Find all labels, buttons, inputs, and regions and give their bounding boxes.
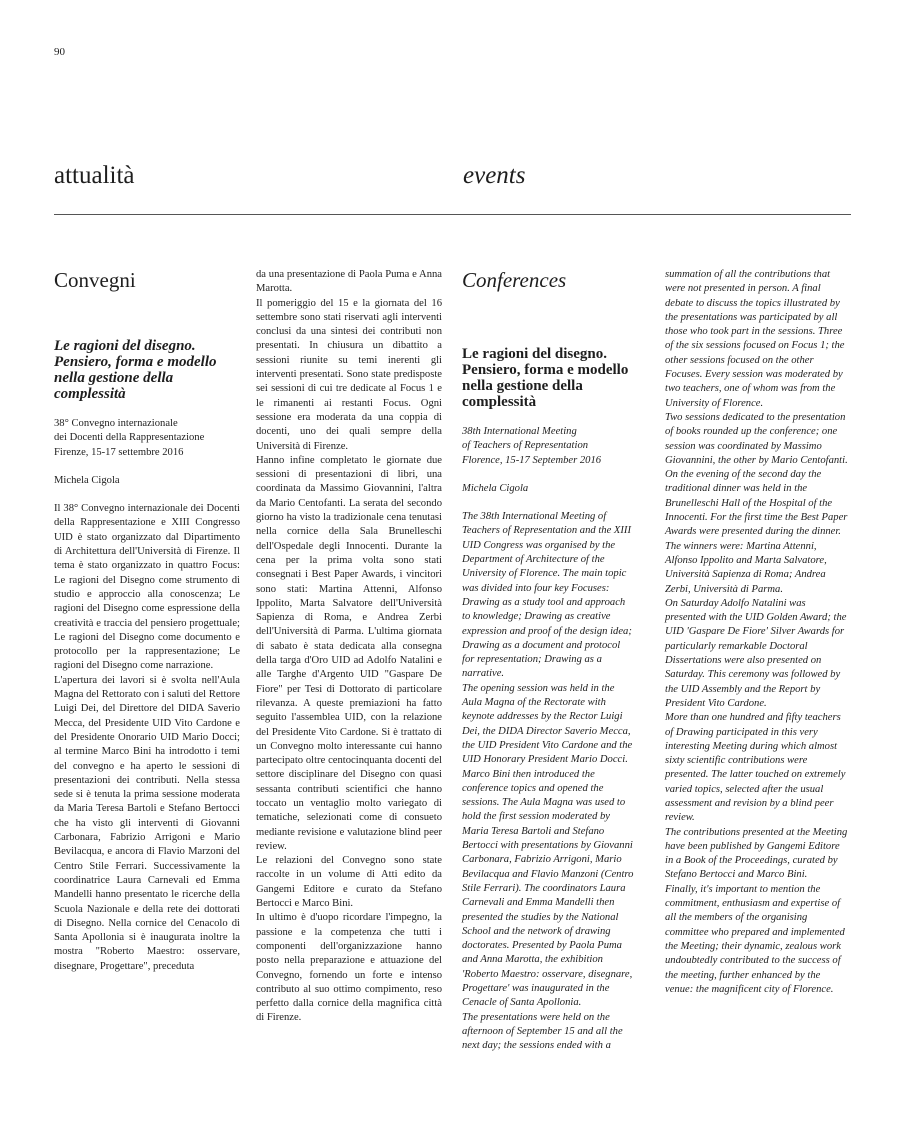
body-text-en-2 bbox=[665, 268, 849, 997]
article-title-it: Le ragioni del disegno. Pensiero, forma e modello nella gestione della complessità bbox=[54, 338, 217, 402]
meta-line: of Teachers of Representation bbox=[462, 440, 589, 452]
page-number: 90 bbox=[54, 46, 65, 58]
paragraph: Finally, it's important to mention the commitment, enthusiasm and expertise of all the members of the organising committee who prepared and implemented the Meeting; their dynamic, zealous work undoubtedly contributed to the success of the meeting, further enhanced by the venue: the magnificent city of Florence. bbox=[665, 883, 845, 995]
meta-line: 38° Convegno internazionale bbox=[54, 418, 178, 429]
paragraph: The contributions presented at the Meeting have been published by Gangemi Editore in a Book of the Proceedings, curated by Stefano Bertocci and Marco Bini. bbox=[665, 826, 848, 881]
body-text-it-2 bbox=[256, 268, 442, 1026]
meta-line: 38th International Meeting bbox=[462, 426, 577, 437]
paragraph: More than one hundred and fifty teachers of Drawing participated in this very interesting Meeting during which almost sixty scientific contributions were presented. The latter touched on extremely varied topics, selected after the usual assessment and revision by a blind peer review. bbox=[665, 712, 846, 824]
meta-line: dei Docenti della Rappresentazione bbox=[54, 432, 205, 444]
paragraph: The 38th International Meeting of Teachers of Representation and the XIII UID Congress was organised by the Department of Architecture of the University of Florence. The main topic was divided into four key Focuses: Drawing as a study tool and approach to knowledge; Drawing as creative expression and proof of the design idea; Drawing as a document and protocol for representation; Drawing as a narrative. bbox=[462, 511, 632, 680]
article-meta-en bbox=[462, 425, 634, 468]
article-title-en: Le ragioni del disegno. Pensiero, forma e modello nella gestione della complessità bbox=[462, 346, 629, 410]
paragraph: The opening session was held in the Aula Magna of the Rectorate with keynote addresses by the Rector Luigi Dei, the DIDA Director Saverio Mecca, the UID President Vito Cardone and the UID Honorary President Mario Docci. Marco Bini then introduced the conference topics and opened the sessions. The Aula Magna was used to hold the first session moderated by Maria Teresa Bartoli and Stefano Bertocci with presentations by Giovanni Carbonara, Fabrizio Arrigoni, Mario Bevilacqua and Flavio Manzoni (Centro Stile Ferrari). The coordinators Laura Carnevali and Emma Mandelli then presented the studies by the National School and the network of drawing doctorates. Presented by Paola Puma and Anna Marotta, the exhibition 'Roberto Maestro: osservare, disegnare, Progettare' was inaugurated in the Cenacle of Santa Apollonia. bbox=[462, 682, 634, 1009]
heading-convegni: Convegni bbox=[54, 268, 136, 292]
paragraph: Two sessions dedicated to the presentation of books rounded up the conference; one session was coordinated by Massimo Giovannini, the other by Mario Centofanti. bbox=[665, 411, 848, 466]
meta-line: Florence, 15-17 September 2016 bbox=[462, 454, 602, 466]
english-column-2 bbox=[665, 268, 849, 997]
paragraph: The presentations were held on the afternoon of September 15 and all the next day; the sessions ended with a bbox=[462, 1011, 623, 1052]
paragraph: On the evening of the second day the traditional dinner was held in the Brunelleschi Hall of the Hospital of the Innocenti. For the first time the Best Paper Awards were presented during the dinner. The winners were: Martina Attenni, Alfonso Ippolito and Marta Salvatore, Università Sapienza di Roma; Andrea Zerbi, Università di Parma. bbox=[665, 469, 848, 595]
article-meta-it bbox=[54, 417, 240, 460]
meta-line: Firenze, 15-17 settembre 2016 bbox=[54, 446, 184, 458]
author-en: Michela Cigola bbox=[462, 482, 529, 494]
paragraph: Le relazioni del Convegno sono state raccolte in un volume di Atti edito da Gangemi Editore e curato da Stefano Bertocci e Marco Bini. bbox=[256, 855, 442, 910]
italian-column-1 bbox=[54, 268, 240, 974]
section-title-en: events bbox=[463, 162, 526, 189]
body-text-en-1 bbox=[462, 510, 634, 1053]
author-it: Michela Cigola bbox=[54, 474, 120, 486]
italian-column-2 bbox=[256, 268, 442, 1026]
paragraph: summation of all the contributions that were not presented in person. A final debate to discuss the topics illustrated by the presentations was participated by all those who took part in the sessions. Three of the six sessions focused on Focus 1; the other sessions focused on the other Focuses. Every session was moderated by two teachers, one of whom was from the University of Florence. bbox=[665, 269, 845, 409]
body-text-it-1 bbox=[54, 502, 240, 974]
english-column-1 bbox=[462, 268, 634, 1053]
paragraph: On Saturday Adolfo Natalini was presented with the UID Golden Award; the UID 'Gaspare De Fiore' Silver Awards for particularly remarkable Doctoral Dissertations were also presented on Saturday. This ceremony was followed by the UID Assembly and the Report by President Vito Cardone. bbox=[665, 597, 847, 709]
paragraph: L'apertura dei lavori si è svolta nell'Aula Magna del Rettorato con i saluti del Rettore Luigi Dei, del Direttore del DIDA Saverio Mecca, del Presidente UID Vito Cardone e del Presidente Onorario UID Mario Docci; al termine Marco Bini ha introdotto i temi del convegno e ha aperto le sessioni di presentazioni dei contributi. Nella stessa sede si è tenuta la prima sessione moderata da Maria Teresa Bartoli e Stefano Bertocci che ha visto gli interventi di Giovanni Carbonara, Fabrizio Arrigoni e Mario Bevilacqua, e ancora di Flavio Marzoni del Centro Stile Ferrari. Successivamente la coordinatrice Laura Carnevali ed Emma Mandelli hanno presentato le ricerche della Scuola Nazionale e della rete dei dottorati di Disegno. Nella cornice del Cenacolo di Santa Apollonia si è inaugurata inoltre la mostra "Roberto Maestro: osservare, disegnare, Progettare", preceduta bbox=[54, 674, 240, 972]
paragraph: Il pomeriggio del 15 e la giornata del 16 settembre sono stati riservati agli interventi conclusi da una sintesi dei contributi non presentati. In chiusura un dibattito a sessioni riunite su temi inerenti gli interventi presentati. Sono state predisposte sei sessioni di cui tre dedicate al Focus 1 e le rimanenti ai restanti Focus. Ogni sessione era moderata da una coppia di docenti, uno dei quali sempre della Università di Firenze. bbox=[256, 297, 442, 452]
paragraph: Hanno infine completato le giornate due sessioni di presentazioni di libri, una coordinata da Massimo Giovannini, l'altra da Mario Centofanti. La serata del secondo giorno ha visto la tradizionale cena tenutasi nella cornice della Sala Brunelleschi dell'Ospedale degli Innocenti. Durante la cena per la prima volta sono stati consegnati i Best Paper Awards, i vincitori sono stati: Martina Attenni, Alfonso Ippolito, Marta Salvatore dell'Università Sapienza di Roma, e Andrea Zerbi dell'Università di Parma. L'ultima giornata di sabato è stata dedicata alla consegna della targa d'Oro UID ad Adolfo Natalini e alle Targhe d'Argento UID "Gaspare De Fiore" per Tesi di Dottorato di particolare rilevanza. A queste premiazioni ha fatto seguito l'assemblea UID, con la relazione del Presidente Vito Cardone. Si è trattato di un Convegno molto interessante cui hanno partecipato oltre centocinquanta docenti del settore disciplinare del Disegno con quasi sessanta contributi scientifici che hanno toccato un ventaglio molto variegato di tematiche, selezionati come di consueto mediante revisione e valutazione blind peer review. bbox=[256, 454, 442, 852]
header-rule bbox=[54, 214, 851, 215]
paragraph: In ultimo è d'uopo ricordare l'impegno, la passione e la competenza che tutti i componenti dell'organizzazione hanno posto nella preparazione e attuazione del Convegno, fornendo un forte e intenso contributo al suo ottimo compimento, reso perfetto dalla cornice della magnifica città di Firenze. bbox=[256, 912, 442, 1024]
paragraph: Il 38° Convegno internazionale dei Docenti della Rappresentazione e XIII Congresso UID è stato organizzato dal Dipartimento di Architettura dell'Università di Firenze. Il tema è stato organizzato in quattro Focus: Le ragioni del Disegno come strumento di studio e approccio alla conoscenza; Le ragioni del Disegno come espressione della creatività e traccia del pensiero progettuale; Le ragioni del Disegno come documento e protocollo per la rappresentazione; Le ragioni del Disegno come narrazione. bbox=[54, 503, 240, 672]
section-title-it: attualità bbox=[54, 162, 135, 189]
heading-conferences: Conferences bbox=[462, 268, 567, 292]
paragraph: da una presentazione di Paola Puma e Anna Marotta. bbox=[256, 269, 442, 295]
